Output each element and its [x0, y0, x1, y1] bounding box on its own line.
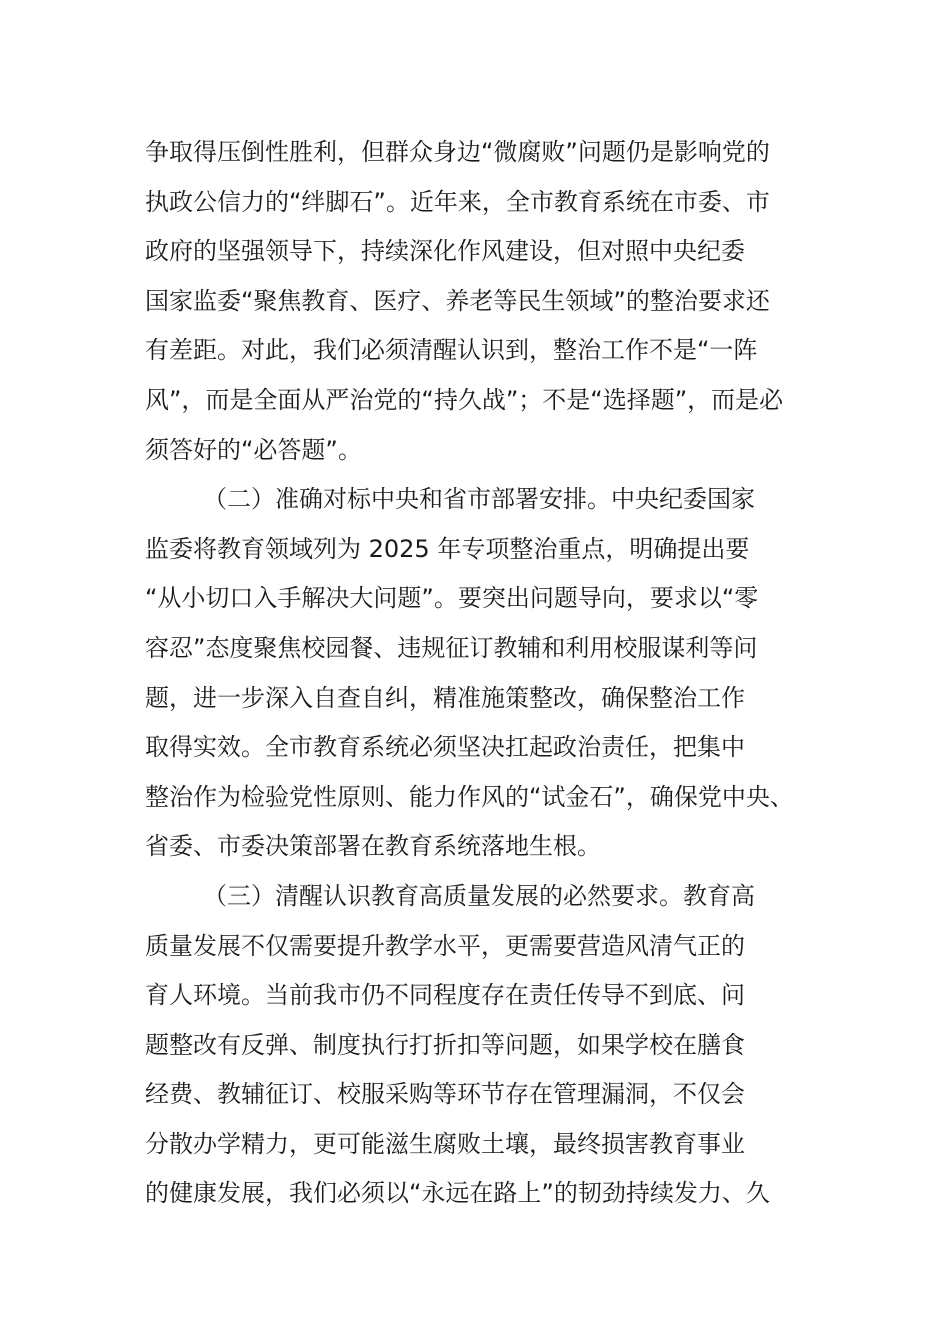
text-line: 容忍”态度聚焦校园餐、违规征订教辅和利用校服谋利等问 — [145, 633, 758, 662]
text-line: 政府的坚强领导下，持续深化作风建设，但对照中央纪委 — [145, 237, 745, 266]
text-line: 执政公信力的“绊脚石”。近年来，全市教育系统在市委、市 — [145, 187, 770, 216]
text-line: 风”，而是全面从严治党的“持久战”；不是“选择题”，而是必 — [145, 385, 784, 414]
text-line: 题，进一步深入自查自纠，精准施策整改，确保整治工作 — [145, 683, 745, 712]
paragraph-heading-line: （二）准确对标中央和省市部署安排。中央纪委国家 — [203, 485, 755, 514]
text-line: 争取得压倒性胜利，但群众身边“微腐败”问题仍是影响党的 — [145, 138, 770, 166]
text-line: 分散办学精力，更可能滋生腐败土壤，最终损害教育事业 — [145, 1129, 745, 1158]
text-line: 的健康发展，我们必须以“永远在路上”的韧劲持续发力、久 — [145, 1179, 770, 1208]
text-line: 监委将教育领域列为 2025 年专项整治重点，明确提出要 — [145, 534, 750, 563]
document-body — [145, 128, 825, 1219]
text-line: 省委、市委决策部署在教育系统落地生根。 — [145, 832, 601, 861]
text-line: “从小切口入手解决大问题”。要突出问题导向，要求以“零 — [145, 584, 759, 613]
paragraph-3 — [145, 872, 825, 1219]
text-line: 育人环境。当前我市仍不同程度存在责任传导不到底、问 — [145, 981, 745, 1010]
paragraph-heading-line: （三）清醒认识教育高质量发展的必然要求。教育高 — [203, 881, 755, 910]
text-line: 经费、教辅征订、校服采购等环节存在管理漏洞，不仅会 — [145, 1080, 745, 1109]
text-line: 整治作为检验党性原则、能力作风的“试金石”，确保党中央、 — [145, 782, 794, 811]
paragraph-2 — [145, 475, 825, 872]
text-line: 国家监委“聚焦教育、医疗、养老等民生领域”的整治要求还 — [145, 286, 770, 315]
text-line: 须答好的“必答题”。 — [145, 435, 362, 464]
text-line: 质量发展不仅需要提升教学水平，更需要营造风清气正的 — [145, 931, 745, 960]
text-line: 取得实效。全市教育系统必须坚决扛起政治责任，把集中 — [145, 733, 745, 762]
paragraph-1 — [145, 128, 825, 475]
text-line: 题整改有反弹、制度执行打折扣等问题，如果学校在膳食 — [145, 1030, 745, 1059]
text-line: 有差距。对此，我们必须清醒认识到，整治工作不是“一阵 — [145, 336, 758, 365]
